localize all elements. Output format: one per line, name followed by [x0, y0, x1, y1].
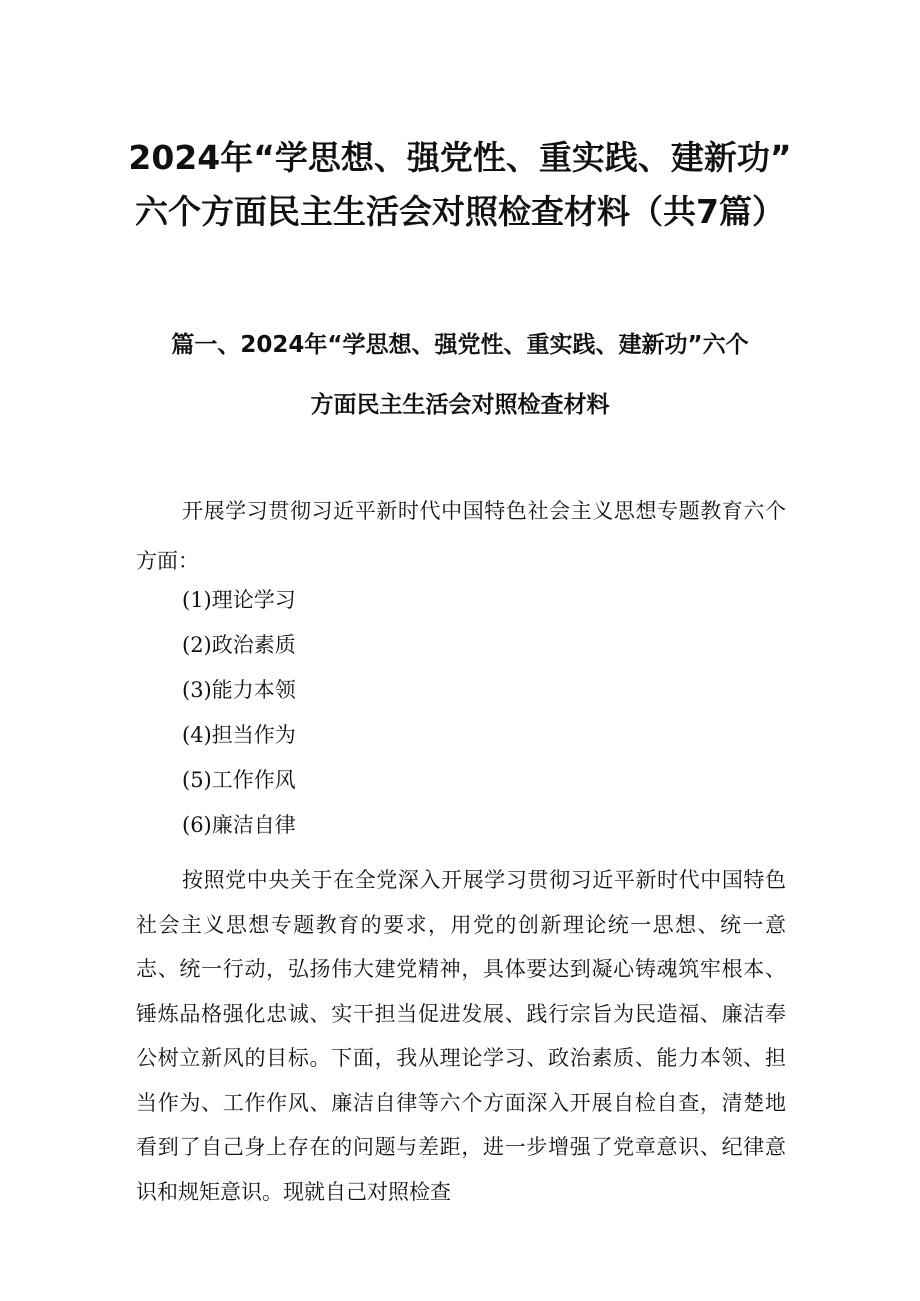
list-item: (5)工作作风: [182, 768, 296, 792]
list-item: (2)政治素质: [182, 633, 296, 657]
document-title-line-1: 2024年“学思想、强党性、重实践、建新功”: [128, 138, 792, 177]
body-paragraph: 按照党中央关于在全党深入开展学习贯彻习近平新时代中国特色社会主义思想专题教育的要求，用党的创新理论统一思想、统一意志、统一行动，弘扬伟大建党精神，具体要达到凝心铸魂筑牢根本、锤炼品格强化忠诚、实干担当促进发展、践行宗旨为民造福、廉洁奉公树立新风的目标。下面，我从理论学习、政治素质、能力本领、担当作为、工作作风、廉洁自律等六个方面深入开展自检自查，清楚地看到了自己身上存在的问题与差距，进一步增强了党章意识、纪律意识和规矩意识。现就自己对照检查: [136, 868, 786, 1204]
list-item: (1)理论学习: [182, 588, 296, 612]
list-item: (4)担当作为: [182, 723, 296, 747]
list-item: (6)廉洁自律: [182, 813, 296, 837]
intro-paragraph: 开展学习贯彻习近平新时代中国特色社会主义思想专题教育六个方面：: [136, 499, 786, 573]
section-title-line-1: 篇一、2024年“学思想、强党性、重实践、建新功”六个: [171, 332, 749, 358]
document-title-line-2: 六个方面民主生活会对照检查材料（共7篇）: [135, 192, 785, 231]
aspects-list: [182, 578, 296, 848]
section-title-line-2: 方面民主生活会对照检查材料: [310, 392, 610, 418]
list-item: (3)能力本领: [182, 678, 296, 702]
